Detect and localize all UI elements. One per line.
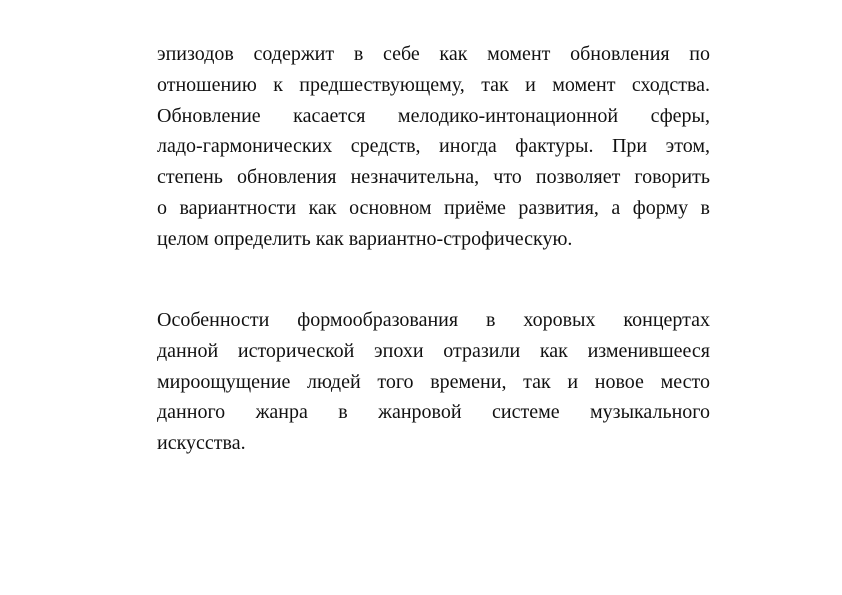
paragraph-line: ладо-гармонических средств, иногда фактуры. При этом, <box>157 135 710 158</box>
paragraph-line: целом определить как вариантно-строфическую. <box>157 227 573 250</box>
paragraph-line: эпизодов содержит в себе как момент обновления по <box>157 43 710 65</box>
paragraph-line: степень обновления незначительна, что позволяет говорить <box>157 166 710 189</box>
paragraph-line: о вариантности как основном приёме развития, а форму в <box>157 196 710 219</box>
paragraph-line: искусства. <box>157 432 246 455</box>
paragraph-line: данного жанра в жанровой системе музыкального <box>157 401 710 424</box>
paragraph-1 <box>157 39 710 255</box>
paragraph-line: Обновление касается мелодико-интонационной сферы, <box>157 104 710 127</box>
paragraph-line: Особенности формообразования в хоровых концертах <box>157 309 710 331</box>
paragraph-2 <box>157 305 710 459</box>
paragraph-line: данной исторической эпохи отразили как изменившееся <box>157 339 710 362</box>
paragraph-line: отношению к предшествующему, так и момент сходства. <box>157 73 710 96</box>
paragraph-line: мироощущение людей того времени, так и новое место <box>157 370 710 393</box>
